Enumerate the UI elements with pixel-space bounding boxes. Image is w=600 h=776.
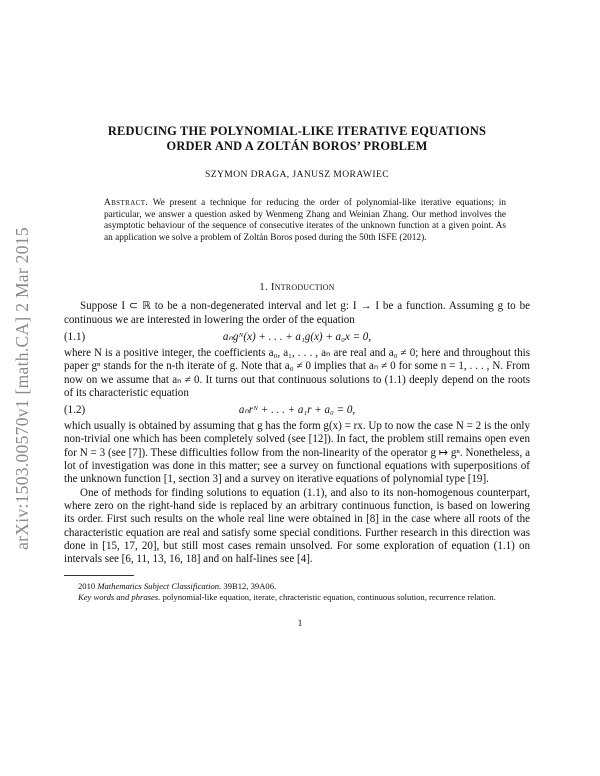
- footnote-rule: [64, 575, 134, 576]
- paragraph-1: Suppose I ⊂ ℝ to be a non-degenerated interval and let g: I → I be a function. Assuming g to be continuous we are interested in lowering the order of the equation: [64, 300, 530, 326]
- footnote-keywords-text: polynomial-like equation, iterate, chracteristic equation, continuous solution, recurrence relation.: [162, 592, 496, 603]
- footnote-msc: [64, 581, 530, 592]
- footnote-msc-year: 2010: [78, 581, 96, 592]
- arxiv-stamp: [8, 178, 36, 598]
- title-line-2: ORDER AND A ZOLTÁN BOROS’ PROBLEM: [166, 139, 428, 153]
- paper-page: [64, 124, 530, 603]
- abstract: [104, 198, 506, 244]
- paragraph-3: which usually is obtained by assuming that g has the form g(x) = rx. Up to now the case N = 2 is the only non-trivial one which has been completely solved (see [12]). In fact, the problem still remains open even for N = 3 (see [7]). These difficulties follow from the non-linearity of the operator g ↦ gⁿ. Nonetheless, a lot of investigation was done in this matter; see a survey on functional equations with superpositions of the unknown function [1, section 3] and a survey on iterative equations of polynomial type [19].: [64, 420, 530, 486]
- equation-1-1-body: aₙgᴺ(x) + . . . + a₁g(x) + a₀x = 0,: [222, 330, 372, 343]
- equation-1-2-number: (1.2): [64, 404, 86, 417]
- footnote-msc-label: Mathematics Subject Classification.: [97, 581, 222, 592]
- page-number: 1: [297, 619, 303, 629]
- arxiv-identifier: arXiv:1503.00570v1 [math.CA] 2 Mar 2015: [11, 226, 32, 550]
- paper-title: [64, 124, 530, 154]
- title-line-1: REDUCING THE POLYNOMIAL-LIKE ITERATIVE EQUATIONS: [107, 124, 487, 138]
- abstract-text: We present a technique for reducing the order of polynomial-like iterative equations; in particular, we answer a question asked by Wenmeng Zhang and Weinian Zhang. Our method involves the asymptotic behaviour of the sequence of consecutive iterates of the unknown function at a given point. As an application we solve a problem of Zoltán Boros posed during the 50th ISFE (2012).: [104, 198, 507, 243]
- equation-1-2: [64, 400, 530, 420]
- section-heading: [64, 281, 530, 293]
- section-title: Introduction: [270, 281, 335, 294]
- abstract-heading: Abstract.: [104, 198, 149, 208]
- footnote-keywords: [64, 592, 530, 603]
- equation-1-1: [64, 327, 530, 347]
- equation-1-1-number: (1.1): [64, 330, 86, 343]
- equation-1-2-body: aₙrᴺ + . . . + a₁r + a₀ = 0,: [238, 404, 356, 417]
- footnote-msc-codes: 39B12, 39A06.: [223, 581, 277, 592]
- footnote-keywords-label: Key words and phrases.: [78, 592, 161, 603]
- authors: SZYMON DRAGA, JANUSZ MORAWIEC: [204, 169, 390, 180]
- paragraph-2: where N is a positive integer, the coefficients a₀, a₁, . . . , aₙ are real and a₀ ≠ 0; here and throughout this paper gⁿ stands for the n-th iterate of g. Note that a₀ ≠ 0 implies that aₙ ≠ 0 for some n = 1, . . . , N. From now on we assume that aₙ ≠ 0. It turns out that continuous solutions to (1.1) deeply depend on the roots of its characteristic equation: [64, 346, 530, 399]
- paragraph-4: One of methods for finding solutions to equation (1.1), and also to its non-homogenous counterpart, where zero on the right-hand side is replaced by an arbitrary continuous function, is based on lowering its order. First such results on the whole real line were obtained in [8] in the case where all roots of the characteristic equation are real and satisfy some special conditions. Further research in this direction was done in [15, 17, 20], but still most cases remain unsolved. For some exploration of equation (1.1) on intervals see [6, 11, 13, 16, 18] and on half-lines see [4].: [64, 486, 530, 566]
- section-number: 1.: [259, 281, 268, 294]
